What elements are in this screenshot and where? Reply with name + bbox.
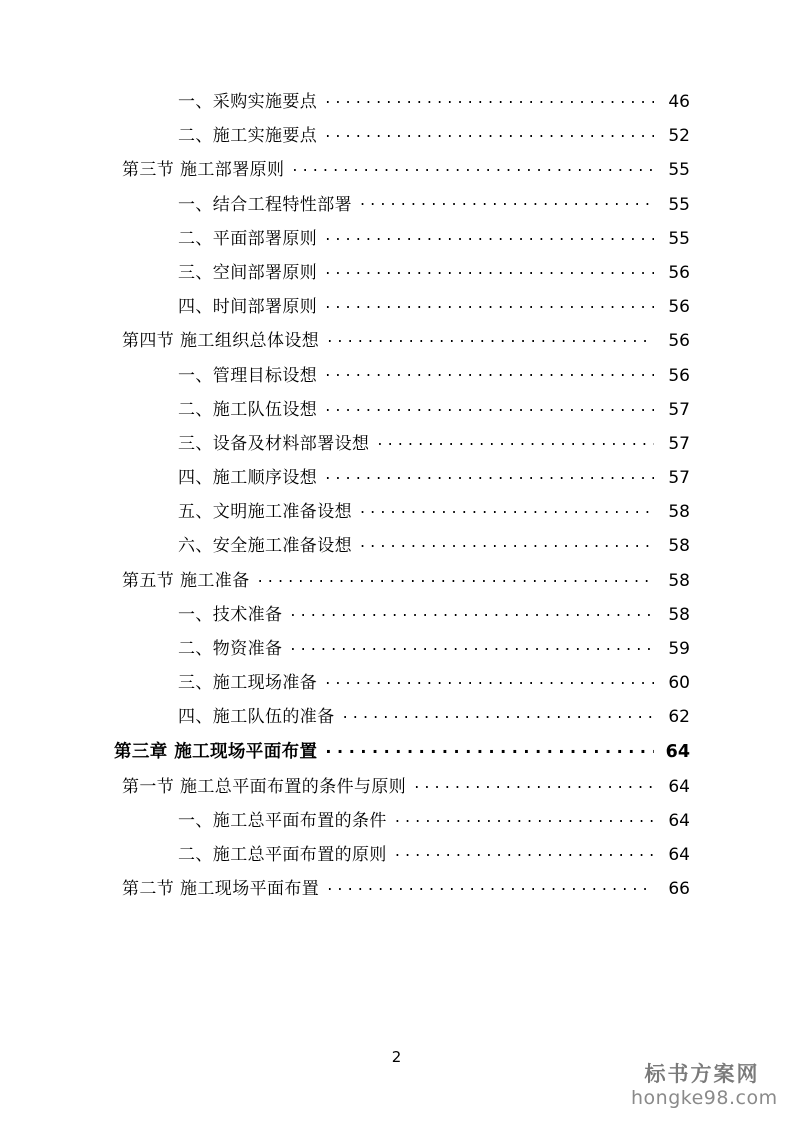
toc-entry-label: 六、安全施工准备设想 bbox=[178, 536, 352, 557]
toc-entry-page: 57 bbox=[668, 468, 690, 489]
toc-entry[interactable] bbox=[110, 500, 690, 521]
toc-entry-page: 64 bbox=[665, 742, 690, 763]
toc-entry-page: 64 bbox=[668, 845, 690, 866]
toc-entry[interactable] bbox=[110, 705, 690, 726]
toc-entry-page: 56 bbox=[668, 297, 690, 318]
watermark-english: hongke98.com bbox=[631, 1087, 778, 1110]
toc-entry-label: 第四节 施工组织总体设想 bbox=[122, 331, 320, 352]
toc-entry-page: 58 bbox=[668, 604, 690, 625]
toc-entry[interactable] bbox=[110, 534, 690, 555]
toc-entry-label: 第二节 施工现场平面布置 bbox=[122, 879, 320, 900]
toc-entry-page: 56 bbox=[668, 262, 690, 283]
toc-leader-dots bbox=[377, 432, 654, 449]
toc-leader-dots bbox=[343, 705, 654, 722]
toc-entry-page: 55 bbox=[668, 228, 690, 249]
toc-entry-page: 55 bbox=[668, 160, 690, 181]
toc-leader-dots bbox=[360, 534, 654, 551]
toc-entry-page: 66 bbox=[668, 879, 690, 900]
toc-entry-label: 第三节 施工部署原则 bbox=[122, 160, 285, 181]
toc-leader-dots bbox=[360, 193, 654, 210]
toc-entry[interactable] bbox=[110, 193, 690, 214]
toc-entry-page: 56 bbox=[668, 365, 690, 386]
toc-leader-dots bbox=[327, 329, 654, 346]
toc-entry[interactable] bbox=[110, 877, 690, 898]
toc-entry[interactable] bbox=[110, 261, 690, 282]
toc-entry-page: 57 bbox=[668, 433, 690, 454]
watermark-chinese: 标书方案网 bbox=[644, 1062, 760, 1087]
toc-entry-label: 二、平面部署原则 bbox=[178, 228, 318, 249]
toc-leader-dots bbox=[258, 569, 654, 586]
toc-entry-page: 58 bbox=[668, 502, 690, 523]
toc-entry[interactable] bbox=[110, 569, 690, 590]
toc-entry-page: 58 bbox=[668, 570, 690, 591]
toc-leader-dots bbox=[414, 775, 654, 792]
toc-leader-dots bbox=[292, 158, 654, 175]
watermark bbox=[631, 1062, 778, 1110]
toc-entry[interactable] bbox=[110, 124, 690, 145]
toc-leader-dots bbox=[325, 261, 654, 278]
toc-entry[interactable] bbox=[110, 637, 690, 658]
toc-entry-label: 一、管理目标设想 bbox=[178, 365, 318, 386]
toc-entry-label: 二、施工实施要点 bbox=[178, 126, 318, 147]
toc-entry-page: 46 bbox=[668, 92, 690, 112]
toc-leader-dots bbox=[325, 466, 654, 483]
toc-leader-dots bbox=[325, 90, 654, 107]
toc-leader-dots bbox=[325, 398, 654, 415]
toc-entry-page: 57 bbox=[668, 399, 690, 420]
toc-leader-dots bbox=[290, 637, 654, 654]
toc-entry[interactable] bbox=[110, 843, 690, 864]
toc-entry-page: 52 bbox=[668, 126, 690, 147]
toc-entry-label: 五、文明施工准备设想 bbox=[178, 502, 352, 523]
toc-entry-page: 58 bbox=[668, 536, 690, 557]
page-number: 2 bbox=[391, 1048, 402, 1066]
toc-leader-dots bbox=[395, 809, 654, 826]
toc-leader-dots bbox=[325, 740, 654, 758]
toc-entry[interactable] bbox=[110, 295, 690, 316]
toc-leader-dots bbox=[290, 603, 654, 620]
toc-entry-label: 三、空间部署原则 bbox=[178, 262, 318, 283]
toc-entry[interactable] bbox=[110, 90, 690, 111]
toc-entry[interactable] bbox=[110, 809, 690, 830]
toc-entry[interactable] bbox=[110, 329, 690, 350]
toc-entry[interactable] bbox=[110, 227, 690, 248]
toc-entry-page: 64 bbox=[668, 776, 690, 797]
toc-entry-page: 59 bbox=[668, 639, 690, 659]
toc-entry-label: 四、施工顺序设想 bbox=[178, 468, 318, 489]
toc-entry-label: 第三章 施工现场平面布置 bbox=[114, 742, 318, 763]
toc-leader-dots bbox=[327, 877, 654, 894]
toc-entry[interactable] bbox=[110, 398, 690, 419]
toc-entry-label: 一、施工总平面布置的条件 bbox=[178, 810, 387, 831]
toc-entry-label: 一、技术准备 bbox=[178, 604, 283, 625]
toc-leader-dots bbox=[395, 843, 654, 860]
toc-entry-label: 一、采购实施要点 bbox=[178, 92, 318, 112]
toc-entry-label: 第一节 施工总平面布置的条件与原则 bbox=[122, 776, 407, 797]
toc-entry-label: 三、设备及材料部署设想 bbox=[178, 433, 370, 454]
toc-leader-dots bbox=[325, 124, 654, 141]
toc-leader-dots bbox=[325, 295, 654, 312]
toc-entry-label: 二、施工队伍设想 bbox=[178, 399, 318, 420]
table-of-contents bbox=[110, 90, 690, 912]
toc-entry[interactable] bbox=[110, 740, 690, 762]
toc-entry-page: 56 bbox=[668, 331, 690, 352]
toc-entry-label: 二、物资准备 bbox=[178, 639, 283, 659]
toc-leader-dots bbox=[325, 671, 654, 688]
toc-entry-label: 三、施工现场准备 bbox=[178, 673, 318, 694]
toc-entry-label: 第五节 施工准备 bbox=[122, 570, 250, 591]
toc-entry[interactable] bbox=[110, 671, 690, 692]
toc-entry[interactable] bbox=[110, 158, 690, 179]
toc-entry[interactable] bbox=[110, 432, 690, 453]
toc-entry-page: 55 bbox=[668, 194, 690, 215]
toc-leader-dots bbox=[325, 364, 654, 381]
toc-entry-label: 一、结合工程特性部署 bbox=[178, 194, 352, 215]
toc-entry[interactable] bbox=[110, 364, 690, 385]
toc-entry-page: 62 bbox=[668, 707, 690, 728]
toc-leader-dots bbox=[325, 227, 654, 244]
toc-entry[interactable] bbox=[110, 775, 690, 796]
toc-entry[interactable] bbox=[110, 603, 690, 624]
toc-entry-page: 60 bbox=[668, 673, 690, 694]
toc-entry-label: 四、施工队伍的准备 bbox=[178, 707, 335, 728]
toc-entry[interactable] bbox=[110, 466, 690, 487]
toc-entry-page: 64 bbox=[668, 810, 690, 831]
toc-entry-label: 四、时间部署原则 bbox=[178, 297, 318, 318]
toc-leader-dots bbox=[360, 500, 654, 517]
toc-entry-label: 二、施工总平面布置的原则 bbox=[178, 845, 387, 866]
